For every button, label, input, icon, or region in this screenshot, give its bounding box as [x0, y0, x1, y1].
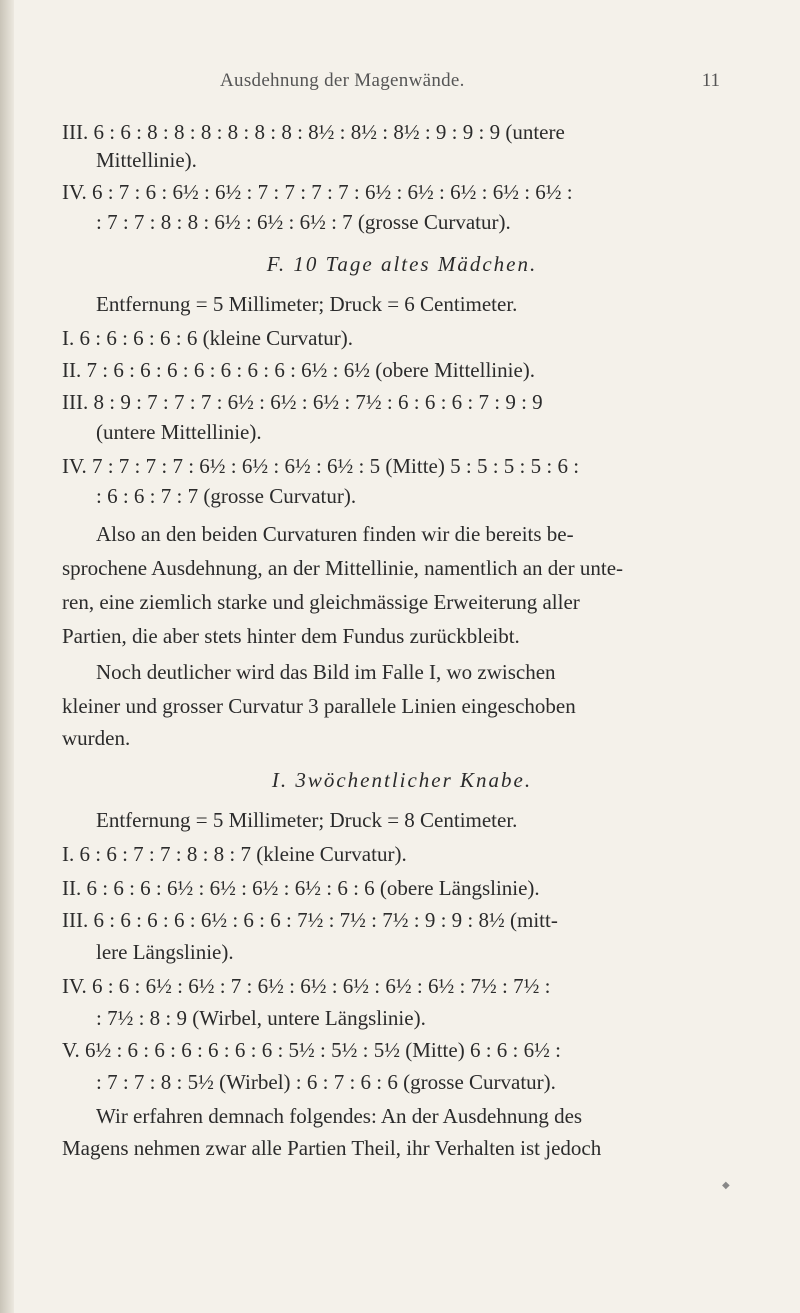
paragraph-line: kleiner und grosser Curvatur 3 parallele Linien eingeschoben: [62, 694, 576, 718]
text-line: III. 6 : 6 : 8 : 8 : 8 : 8 : 8 : 8 : 8½ : 8½ : 8½ : 9 : 9 : 9 (untere: [62, 120, 565, 144]
paragraph-line: Noch deutlicher wird das Bild im Falle I, wo zwischen: [96, 660, 556, 684]
text-line: Entfernung = 5 Millimeter; Druck = 8 Centimeter.: [96, 808, 518, 832]
book-binding-edge: [0, 0, 14, 1313]
text-line: I. 6 : 6 : 6 : 6 : 6 (kleine Curvatur).: [62, 326, 354, 350]
text-line: lere Längslinie).: [96, 940, 234, 964]
paragraph-line: Magens nehmen zwar alle Partien Theil, ihr Verhalten ist jedoch: [62, 1136, 602, 1160]
running-head-title: Ausdehnung der Magenwände.: [220, 70, 465, 91]
text-line: : 7 : 7 : 8 : 8 : 6½ : 6½ : 6½ : 7 (grosse Curvatur).: [96, 210, 511, 234]
paragraph-line: Partien, die aber stets hinter dem Fundus zurückbleibt.: [62, 624, 520, 648]
text-line: : 6 : 6 : 7 : 7 (grosse Curvatur).: [96, 484, 357, 508]
paragraph-line: Wir erfahren demnach folgendes: An der Ausdehnung des: [96, 1104, 583, 1128]
text-line: IV. 6 : 6 : 6½ : 6½ : 7 : 6½ : 6½ : 6½ : 6½ : 6½ : 7½ : 7½ :: [62, 974, 551, 998]
paragraph-line: wurden.: [62, 726, 131, 750]
text-line: I. 6 : 6 : 7 : 7 : 8 : 8 : 7 (kleine Curvatur).: [62, 842, 407, 866]
paragraph-line: ren, eine ziemlich starke und gleichmässige Erweiterung aller: [62, 590, 580, 614]
text-line: Mittellinie).: [96, 148, 197, 172]
text-line: III. 6 : 6 : 6 : 6 : 6½ : 6 : 6 : 7½ : 7½ : 7½ : 9 : 9 : 8½ (mitt-: [62, 908, 558, 932]
page-number: 11: [701, 70, 720, 91]
paragraph-line: sprochene Ausdehnung, an der Mittellinie, namentlich an der unte-: [62, 556, 624, 580]
text-line: IV. 7 : 7 : 7 : 7 : 6½ : 6½ : 6½ : 6½ : 5 (Mitte) 5 : 5 : 5 : 5 : 6 :: [62, 454, 580, 478]
text-line: V. 6½ : 6 : 6 : 6 : 6 : 6 : 6 : 5½ : 5½ : 5½ (Mitte) 6 : 6 : 6½ :: [62, 1038, 561, 1062]
text-line: III. 8 : 9 : 7 : 7 : 7 : 6½ : 6½ : 6½ : 7½ : 6 : 6 : 6 : 7 : 9 : 9: [62, 390, 543, 414]
ink-mark: ◆: [722, 1180, 730, 1191]
text-line: II. 7 : 6 : 6 : 6 : 6 : 6 : 6 : 6 : 6½ : 6½ (obere Mittellinie).: [62, 358, 536, 382]
text-line: (untere Mittellinie).: [96, 420, 262, 444]
section-heading: F. 10 Tage altes Mädchen.: [266, 252, 538, 276]
text-line: Entfernung = 5 Millimeter; Druck = 6 Centimeter.: [96, 292, 518, 316]
running-head: [220, 70, 720, 92]
text-line: II. 6 : 6 : 6 : 6½ : 6½ : 6½ : 6½ : 6 : 6 (obere Längslinie).: [62, 876, 540, 900]
paragraph-line: Also an den beiden Curvaturen finden wir die bereits be-: [96, 522, 574, 546]
text-line: : 7 : 7 : 8 : 5½ (Wirbel) : 6 : 7 : 6 : 6 (grosse Curvatur).: [96, 1070, 556, 1094]
section-heading: I. 3wöchentlicher Knabe.: [271, 768, 533, 792]
text-line: : 7½ : 8 : 9 (Wirbel, untere Längslinie).: [96, 1006, 426, 1030]
text-line: IV. 6 : 7 : 6 : 6½ : 6½ : 7 : 7 : 7 : 7 : 6½ : 6½ : 6½ : 6½ : 6½ :: [62, 180, 573, 204]
